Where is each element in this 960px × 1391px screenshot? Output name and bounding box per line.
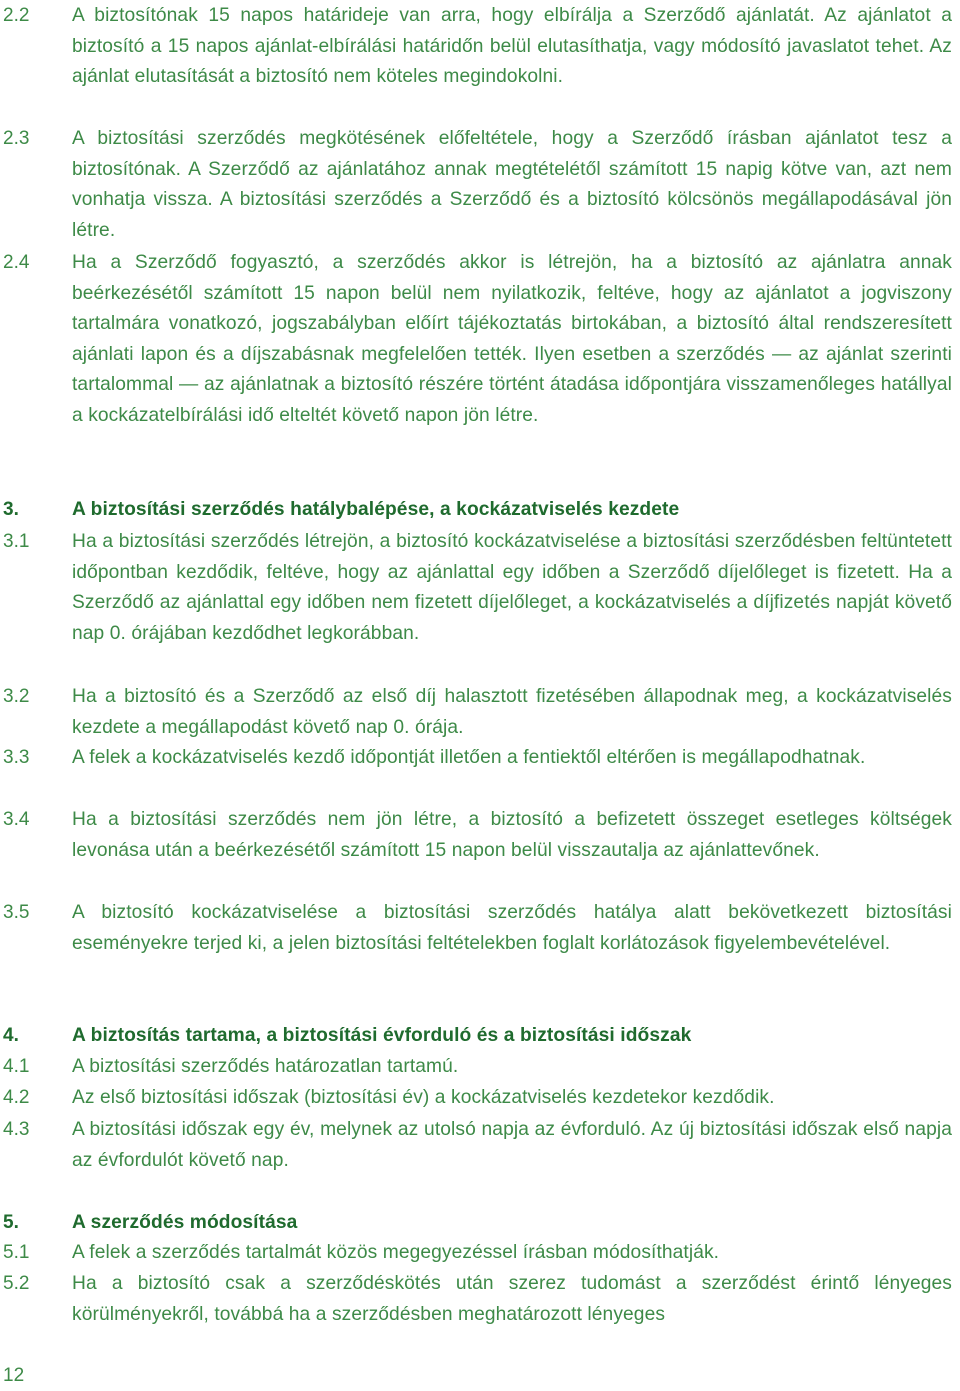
clause-number: 2.2 <box>3 5 30 26</box>
section-title: A biztosítás tartama, a biztosítási évforduló és a biztosítási időszak <box>72 1025 692 1046</box>
clause-text: A biztosítási szerződés megkötésének előfeltétele, hogy a Szerződő írásban ajánlatot tesz a biztosítónak. A Szerződő az ajánlatához annak megtételétől számított 15 napig kötve van, azt nem vonhatja vissza. A biztosítási szerződés a Szerződő és a biztosító kölcsönös megállapodásával jön létre. <box>72 128 952 241</box>
clause-text: Az első biztosítási időszak (biztosítási év) a kockázatviselés kezdetekor kezdődik. <box>72 1087 775 1108</box>
clause-number: 5.1 <box>3 1242 30 1263</box>
clause-number: 3.2 <box>3 686 30 707</box>
clause-text: Ha a biztosítási szerződés nem jön létre, a biztosító a befizetett összeget esetleges költségek levonása után a beérkezésétől számított 15 napon belül visszautalja az ajánlattevőnek. <box>72 809 952 861</box>
clause-number: 3.1 <box>3 531 30 552</box>
section-title: A biztosítási szerződés hatálybalépése, a kockázatviselés kezdete <box>72 499 680 520</box>
clause-text: A felek a kockázatviselés kezdő időpontját illetően a fentiektől eltérően is megállapodhatnak. <box>72 747 866 768</box>
section-number: 4. <box>3 1025 19 1046</box>
clause-text: Ha a biztosító és a Szerződő az első díj halasztott fizetésében állapodnak meg, a kockázatviselés kezdete a megállapodást követő nap 0. órája. <box>72 686 952 738</box>
clause-number: 4.1 <box>3 1056 30 1077</box>
clause-number: 3.3 <box>3 747 30 768</box>
clause-text: Ha a biztosítási szerződés létrejön, a biztosító kockázatviselése a biztosítási szerződésben feltüntetett időpontban kezdődik, feltéve, hogy az ajánlattal egy időben a Szerződő díjelőleget is fizetett. Ha a Szerződő az ajánlattal egy időben nem fizetett díjelőleget, a kockázatviselés a díjfizetés napját követő nap 0. órájában kezdődhet legkorábban. <box>72 531 952 644</box>
clause-text: Ha a biztosító csak a szerződéskötés után szerez tudomást a szerződést érintő lényeges körülményekről, továbbá ha a szerződésben meghatározott lényeges <box>72 1273 952 1325</box>
clause-number: 4.2 <box>3 1087 30 1108</box>
clause-number: 3.4 <box>3 809 30 830</box>
clause-number: 2.4 <box>3 252 30 273</box>
clause-number: 5.2 <box>3 1273 30 1294</box>
clause-number: 2.3 <box>3 128 30 149</box>
clause-text: A biztosítási szerződés határozatlan tartamú. <box>72 1056 459 1077</box>
clause-text: A felek a szerződés tartalmát közös megegyezéssel írásban módosíthatják. <box>72 1242 720 1263</box>
section-number: 5. <box>3 1212 19 1233</box>
clause-text: A biztosító kockázatviselése a biztosítási szerződés hatálya alatt bekövetkezett biztosítási eseményekre terjed ki, a jelen biztosítási feltételekben foglalt korlátozások figyelembevételével. <box>72 902 952 954</box>
clause-text: A biztosítónak 15 napos határideje van arra, hogy elbírálja a Szerződő ajánlatát. Az ajánlatot a biztosító a 15 napos ajánlat-elbírálási határidőn belül elutasíthatja, vagy módosító javaslatot tehet. Az ajánlat elutasítását a biztosító nem köteles megindokolni. <box>72 5 952 88</box>
page-number: 12 <box>3 1365 25 1386</box>
clause-number: 3.5 <box>3 902 30 923</box>
clause-text: Ha a Szerződő fogyasztó, a szerződés akkor is létrejön, ha a biztosító az ajánlatra annak beérkezésétől számított 15 napon belül nem nyilatkozik, feltéve, hogy az ajánlatot a jogviszony tartalmára vonatkozó, jogszabályban előírt tájékoztatás birtokában, a biztosító által rendszeresített ajánlati lapon és a díjszabásnak megfelelően tették. Ilyen esetben a szerződés — az ajánlat szerinti tartalommal — az ajánlatnak a biztosító részére történt átadása időpontjára visszamenőleges hatállyal a kockázatelbírálási idő elteltét követő napon jön létre. <box>72 252 952 426</box>
clause-text: A biztosítási időszak egy év, melynek az utolsó napja az évforduló. Az új biztosítási időszak első napja az évfordulót követő nap. <box>72 1119 952 1171</box>
section-number: 3. <box>3 499 19 520</box>
clause-number: 4.3 <box>3 1119 30 1140</box>
section-title: A szerződés módosítása <box>72 1212 298 1233</box>
